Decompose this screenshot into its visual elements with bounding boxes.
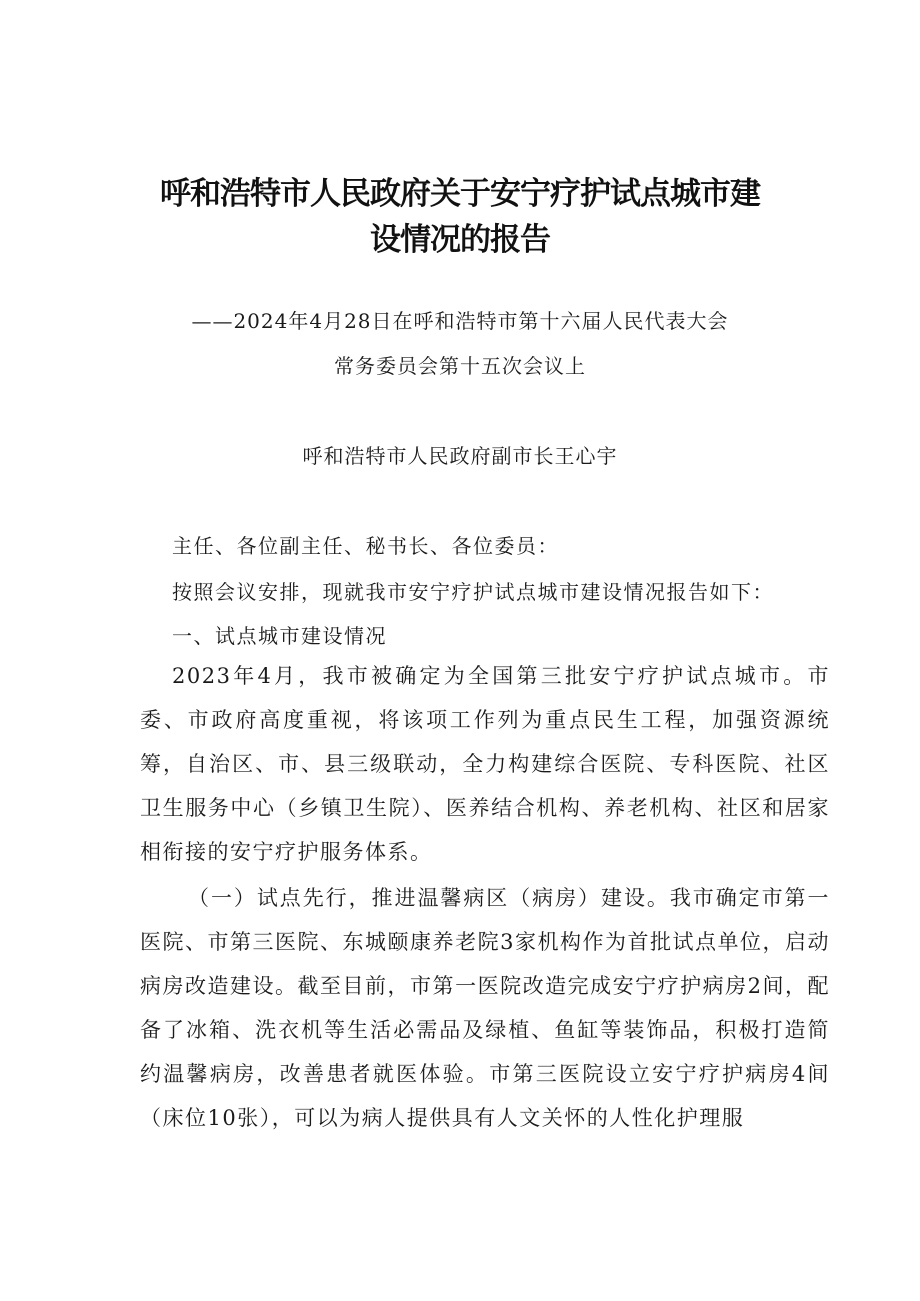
subtitle-line-2: 常务委员会第十五次会议上 (334, 354, 586, 378)
subtitle-line-1: ——2024年4月28日在呼和浩特市第十六届人民代表大会 (191, 309, 729, 333)
body-paragraph-1: 2023年4月，我市被确定为全国第三批安宁疗护试点城市。市委、市政府高度重视，将该项工作列为重点民生工程，加强资源统筹，自治区、市、县三级联动，全力构建综合医院、专科医院、社区卫生服务中心（乡镇卫生院）、医养结合机构、养老机构、社区和居家相衔接的安宁疗护服务体系。 (140, 664, 830, 864)
salutation: 主任、各位副主任、秘书长、各位委员： (172, 534, 559, 558)
document-title-line-2: 设情况的报告 (370, 222, 550, 258)
body-paragraph-2: （一）试点先行，推进温馨病区（病房）建设。我市确定市第一医院、市第三医院、东城颐康养老院3家机构作为首批试点单位，启动病房改造建设。截至目前，市第一医院改造完成安宁疗护病房2间，配备了冰箱、洗衣机等生活必需品及绿植、鱼缸等装饰品，积极打造简约温馨病房，改善患者就医体验。市第三医院设立安宁疗护病房4间（床位10张），可以为病人提供具有人文关怀的人性化护理服 (140, 886, 830, 1130)
speaker-line: 呼和浩特市人民政府副市长王心宇 (302, 444, 618, 468)
document-title-line-1: 呼和浩特市人民政府关于安宁疗护试点城市建 (160, 176, 760, 212)
section-heading-1: 一、试点城市建设情况 (172, 624, 387, 648)
intro-line: 按照会议安排，现就我市安宁疗护试点城市建设情况报告如下： (172, 580, 774, 604)
